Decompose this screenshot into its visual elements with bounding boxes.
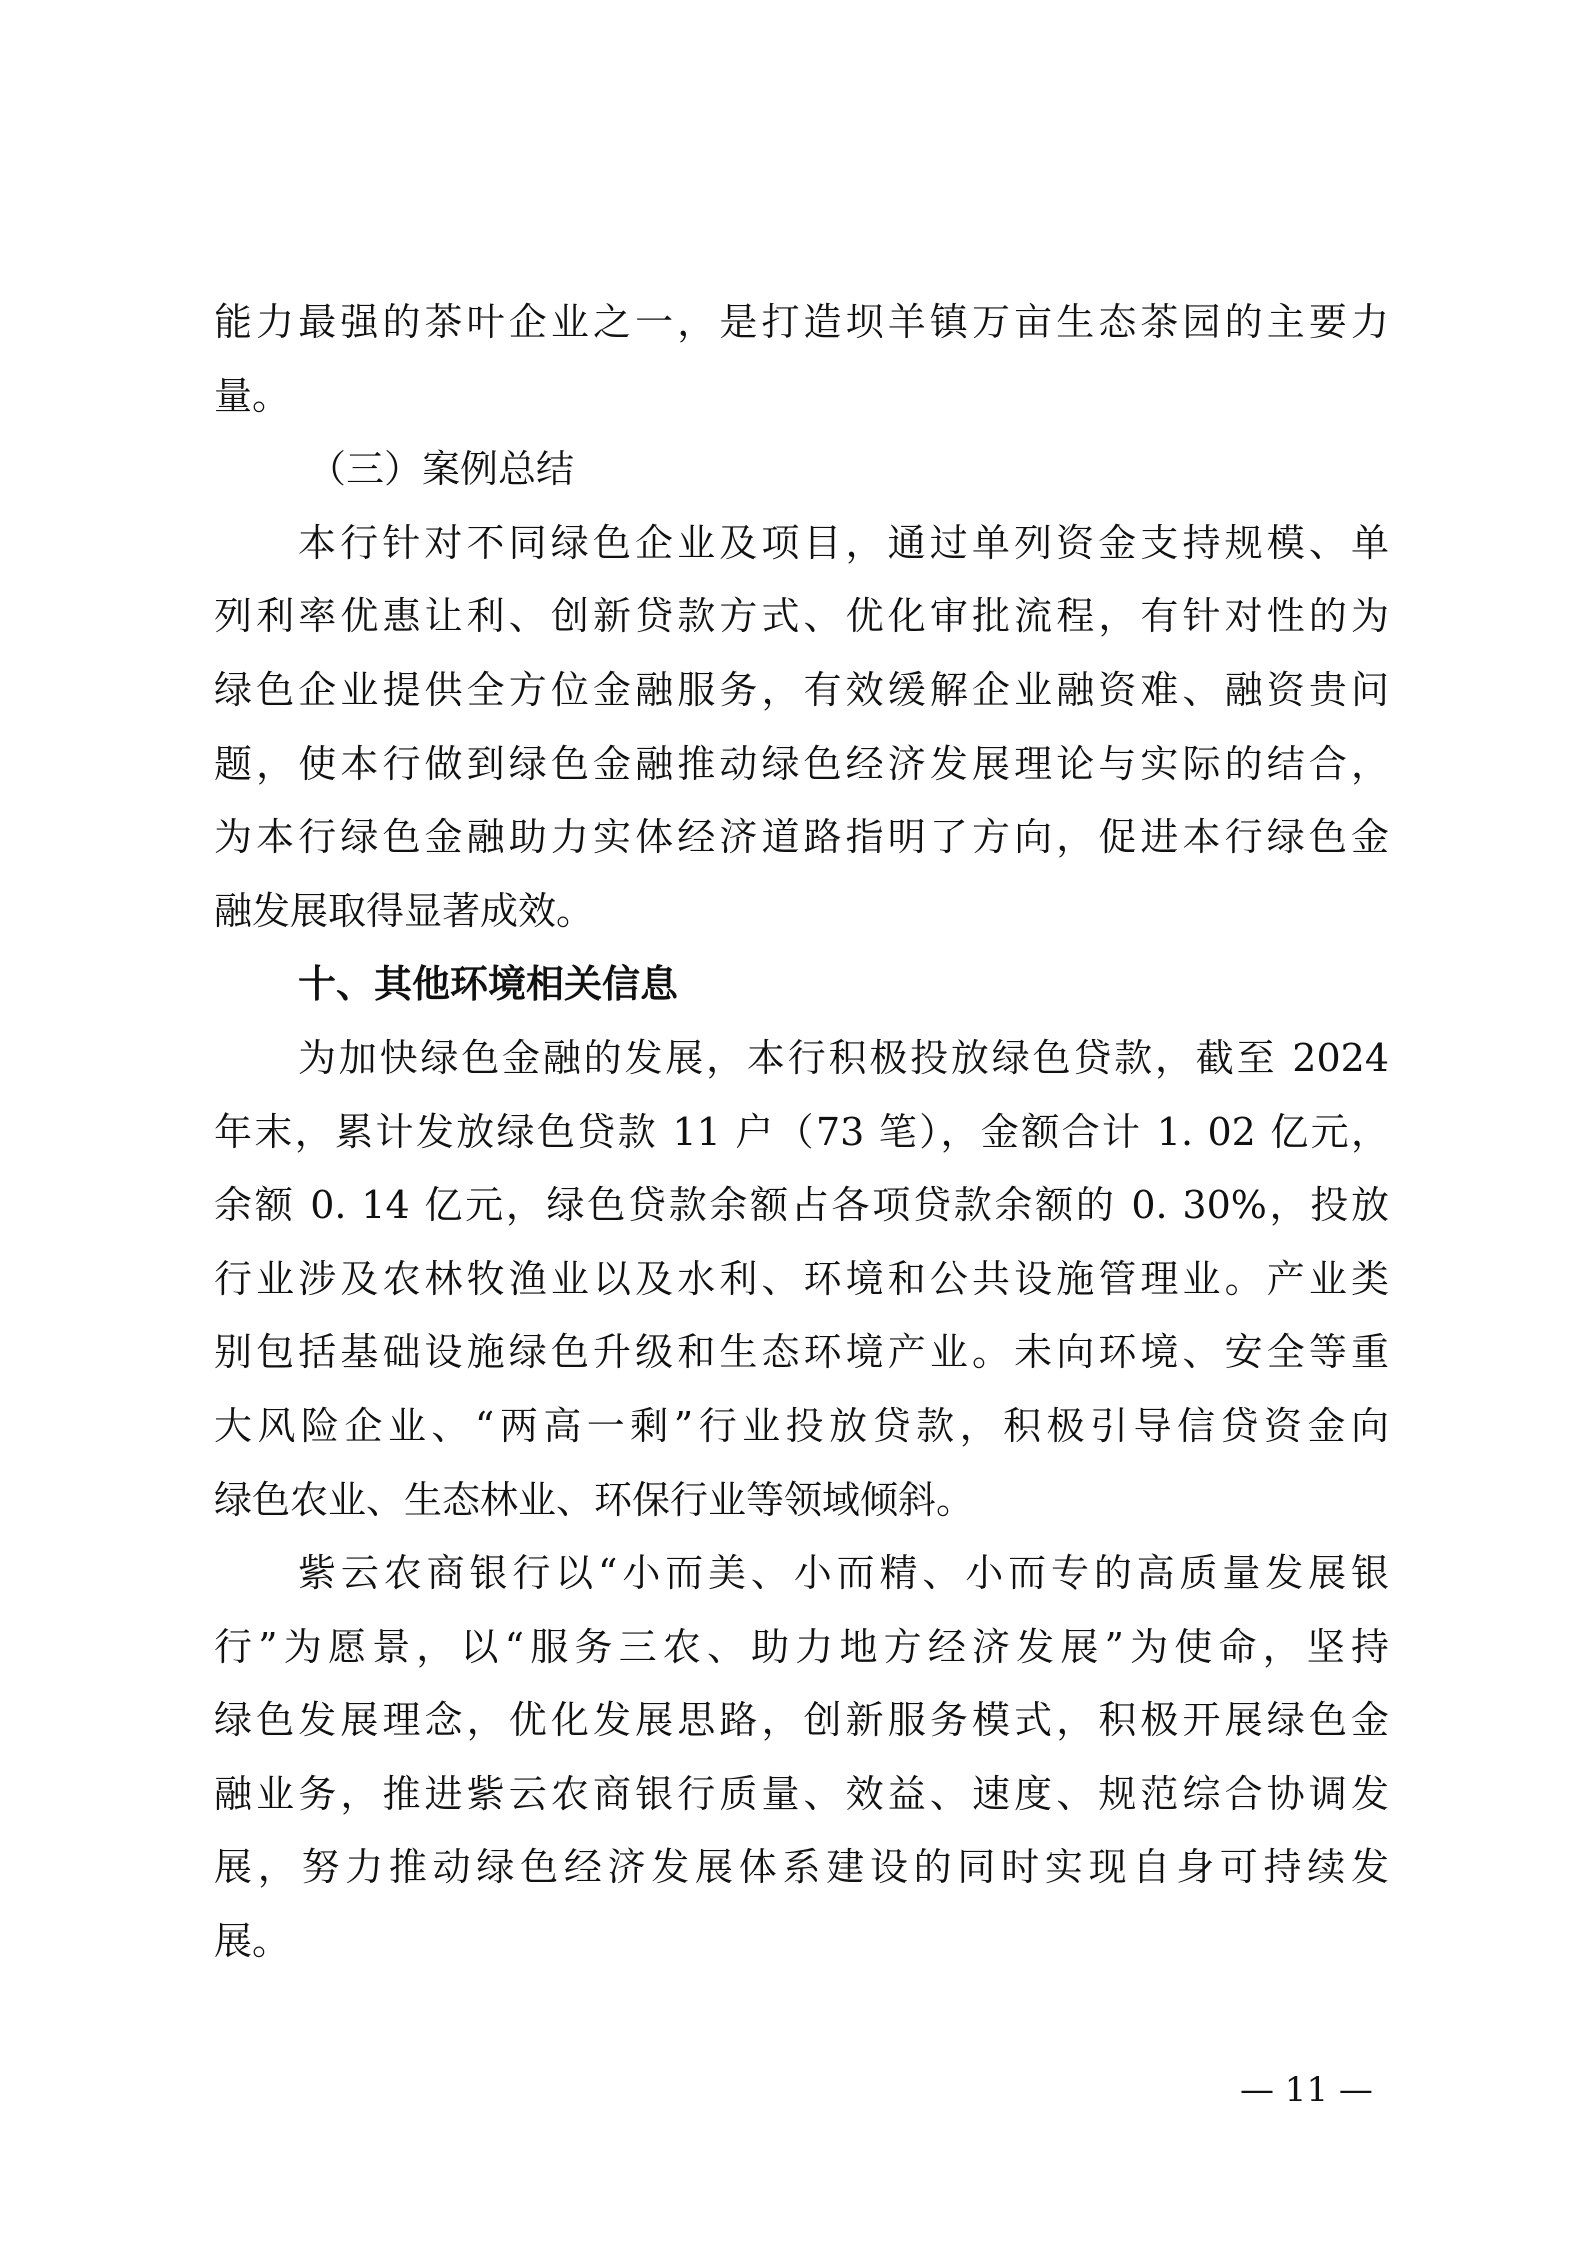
paragraph-line: 行业涉及农林牧渔业以及水利、环境和公共设施管理业。产业类 (214, 1256, 1389, 1301)
paragraph-line: 行”为愿景，以“服务三农、助力地方经济发展”为使命，坚持 (214, 1624, 1389, 1669)
paragraph-line: 紫云农商银行以“小而美、小而精、小而专的高质量发展银 (298, 1551, 1389, 1596)
paragraph-line: 量。 (214, 373, 291, 418)
paragraph-line: 展。 (214, 1919, 291, 1964)
paragraph-line: 绿色农业、生态林业、环保行业等领域倾斜。 (214, 1477, 975, 1522)
section-ten-heading: 十、其他环境相关信息 (298, 962, 679, 1007)
paragraph-line: 绿色企业提供全方位金融服务，有效缓解企业融资难、融资贵问 (214, 667, 1389, 712)
green-loan-paragraph (214, 1022, 1389, 1537)
paragraph-line: 年末，累计发放绿色贷款 11 户（73 笔），金额合计 1. 02 亿元， (214, 1109, 1389, 1154)
paragraph-line: 融业务，推进紫云农商银行质量、效益、速度、规范综合协调发 (214, 1771, 1389, 1816)
paragraph-line: 题，使本行做到绿色金融推动绿色经济发展理论与实际的结合， (214, 741, 1389, 786)
paragraph-line: 列利率优惠让利、创新贷款方式、优化审批流程，有针对性的为 (214, 594, 1389, 639)
case-summary-heading: （三）案例总结 (308, 447, 575, 492)
paragraph-line: 本行针对不同绿色企业及项目，通过单列资金支持规模、单 (298, 520, 1389, 565)
paragraph-line: 为本行绿色金融助力实体经济道路指明了方向，促进本行绿色金 (214, 815, 1389, 860)
paragraph-line: 大风险企业、“两高一剩”行业投放贷款，积极引导信贷资金向 (214, 1403, 1389, 1448)
paragraph-line: 融发展取得显著成效。 (214, 888, 595, 933)
paragraph-line: 余额 0. 14 亿元，绿色贷款余额占各项贷款余额的 0. 30%，投放 (214, 1183, 1389, 1228)
paragraph-line: 绿色发展理念，优化发展思路，创新服务模式，积极开展绿色金 (214, 1698, 1389, 1743)
bank-vision-paragraph (214, 1537, 1389, 1979)
paragraph-line: 别包括基础设施绿色升级和生态环境产业。未向环境、安全等重 (214, 1330, 1389, 1375)
document-body (214, 286, 1389, 1979)
case-summary-paragraph (214, 507, 1389, 949)
paragraph-line: 展，努力推动绿色经济发展体系建设的同时实现自身可持续发 (214, 1845, 1389, 1890)
paragraph-line: 为加快绿色金融的发展，本行积极投放绿色贷款，截至 2024 (298, 1035, 1389, 1080)
paragraph-line: 能力最强的茶叶企业之一，是打造坝羊镇万亩生态茶园的主要力 (214, 300, 1389, 344)
page-number: — 11 — (1240, 2070, 1373, 2110)
continuation-paragraph (214, 286, 1389, 433)
